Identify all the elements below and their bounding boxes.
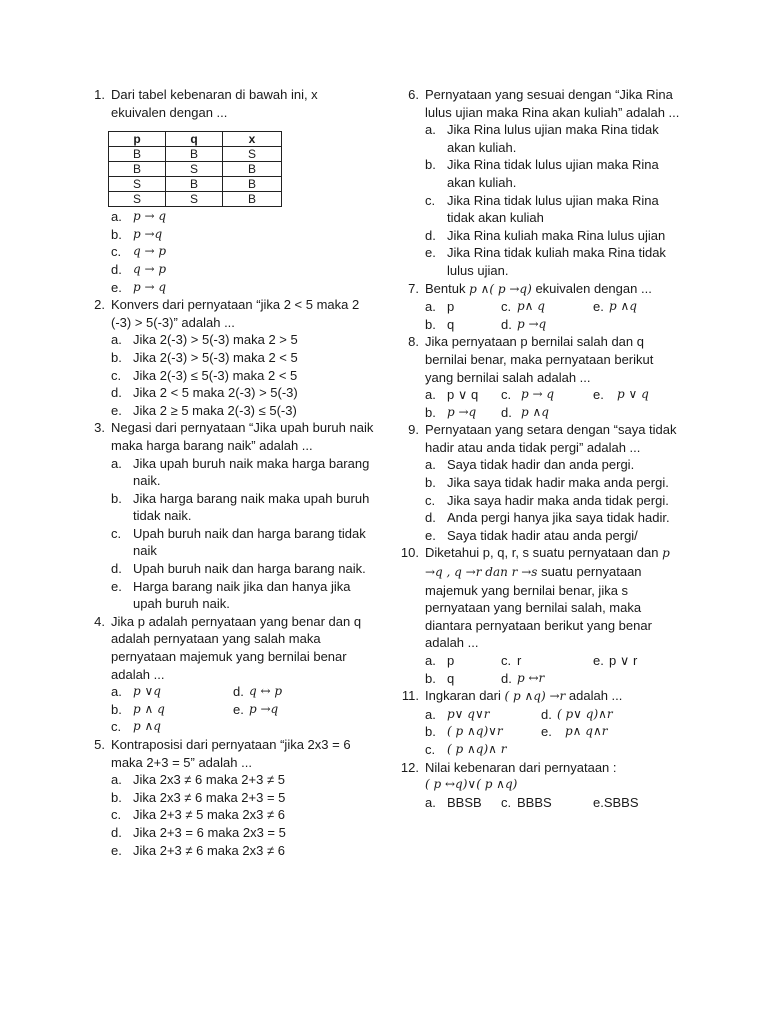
header-p: p [109,132,166,147]
option-row [111,683,374,701]
option-c: c. r [501,653,522,668]
question-number: 12. [400,759,419,775]
option-b: b. Jika harga barang naik maka upah buruh tidak naik. [111,490,370,524]
table-row [109,147,282,162]
option-e: e. SBBS [593,794,639,810]
option-e: e. Jika Rina tidak kuliah maka Rina tidak lulus ujian. [425,245,666,278]
option-a: a. Saya tidak hadir dan anda pergi. [425,457,635,473]
option-row [425,723,685,741]
option-e: e. Jika 2 ≥ 5 maka 2(-3) ≤ 5(-3) [111,402,297,418]
table-cell: B [166,177,223,192]
option-e: e. p → q [111,279,167,295]
options [400,121,685,279]
question-text [425,544,685,652]
question-number: 9. [408,422,419,438]
option-a: a. Jika 2x3 ≠ 6 maka 2+3 ≠ 5 [111,772,285,788]
text-pre: Diketahui p, q, r, s suatu pernyataan dan [425,545,659,561]
question-text: Jika pernyataan p bernilai salah dan q bernilai benar, maka pernyataan berikut yang bernilai salah adalah ... [425,334,654,385]
option-c: c. Jika 2(-3) ≤ 5(-3) maka 2 < 5 [111,367,298,383]
header-x: x [223,132,282,147]
question-4 [92,613,374,736]
option-c: c. Jika Rina tidak lulus ujian maka Rina tidak akan kuliah [425,192,659,226]
option-c: c. p∧ q [501,299,545,315]
options [92,455,374,613]
header-q: q [166,132,223,147]
question-3 [92,419,374,613]
option-b: b. p →q [111,226,163,242]
table-cell: B [109,162,166,177]
options [400,794,685,812]
right-column [400,86,685,811]
option-row [425,404,685,422]
option-d: d. Upah buruh naik dan harga barang naik. [111,561,366,577]
question-number: 3. [94,420,105,436]
expression: p →q , q →r dan r →s [425,546,670,580]
table-cell: B [109,147,166,162]
option-c: c. q → p [111,244,167,260]
option-d: d. p ↔r [501,670,545,686]
question-text [425,280,685,299]
question-text: Pernyataan yang setara dengan “saya tidak hadir atau anda tidak pergi” adalah ... [425,422,677,455]
question-6 [400,86,685,280]
option-c: c. ( p ∧q)∧ r [425,741,507,757]
option-a: a. Jika upah buruh naik maka harga barang naik. [111,455,370,489]
options [400,298,685,333]
option-b: b. p →q [425,404,477,420]
option-c: c. Jika 2+3 ≠ 5 maka 2x3 ≠ 6 [111,807,285,823]
option-e: e. p →q [233,701,279,717]
table-cell: S [166,162,223,177]
option-a: a. Jika 2(-3) > 5(-3) maka 2 > 5 [111,332,298,348]
option-row [425,706,685,724]
option-row [425,316,685,334]
option-a: a. p ∨q [111,684,161,700]
options [400,386,685,421]
options [400,706,685,759]
table-cell: S [109,192,166,207]
question-5 [92,736,374,859]
table-cell: S [223,147,282,162]
option-a: a. BBSB [425,794,482,810]
question-12 [400,759,685,812]
text-post: ekuivalen dengan ... [535,280,652,296]
option-e: e. p ∨ q [593,387,649,403]
option-a: a. p [425,299,455,315]
text-pre: Bentuk [425,280,466,296]
option-d: d. Jika 2 < 5 maka 2(-3) > 5(-3) [111,385,298,401]
table-row [109,177,282,192]
option-c: c. Jika saya hadir maka anda tidak pergi. [425,492,669,508]
option-e: e. p ∧q [593,299,637,315]
option-b: b. q [425,316,455,332]
question-11 [400,687,685,758]
table-cell: B [223,177,282,192]
option-e: e. Saya tidak hadir atau anda pergi/ [425,527,638,543]
table-cell: S [166,192,223,207]
question-number: 6. [408,87,419,102]
option-c: c. Upah buruh naik dan harga barang tidak naik [111,525,366,559]
option-row [425,670,685,688]
option-d: d. ( p∨ q)∧r [541,706,613,722]
option-e: e. p ∨ r [593,653,638,668]
options [400,456,685,544]
question-9 [400,421,685,544]
question-number: 5. [94,737,105,752]
option-b: b. Jika 2x3 ≠ 6 maka 2+3 = 5 [111,789,286,805]
option-c: c. p ∧q [111,719,161,735]
question-8 [400,333,685,421]
question-text: Negasi dari pernyataan “Jika upah buruh naik maka harga barang naik” adalah ... [111,420,374,453]
option-e: e. Jika 2+3 ≠ 6 maka 2x3 ≠ 6 [111,842,285,858]
question-10 [400,544,685,687]
question-number: 2. [94,297,105,313]
table-cell: B [166,147,223,162]
question-number: 4. [94,613,105,629]
option-d: d. Jika 2+3 = 6 maka 2x3 = 5 [111,824,286,840]
question-text: Konvers dari pernyataan “jika 2 < 5 maka 2 (-3) > 5(-3)” adalah ... [111,297,360,330]
option-b: b. Jika Rina tidak lulus ujian maka Rina akan kuliah. [425,157,659,190]
question-text: Nilai kebenaran dari pernyataan : [425,759,617,775]
question-2 [92,296,374,419]
question-7 [400,280,685,334]
option-d: d. p ∧q [501,404,549,420]
left-column [92,86,374,859]
options [92,771,374,859]
option-row [425,386,685,404]
option-d: d. Anda pergi hanya jika saya tidak hadir. [425,510,670,526]
option-b: b. Jika saya tidak hadir maka anda pergi. [425,475,669,491]
question-number: 8. [408,334,419,350]
table-cell: S [109,177,166,192]
truth-table [108,131,282,207]
option-row [111,701,374,719]
option-a: a. p∨ q∨r [425,706,490,722]
expression: p ∧( p →q) [469,281,532,296]
question-text [425,687,685,706]
question-text: Jika p adalah pernyataan yang benar dan q adalah pernyataan yang salah maka pernyataan majemuk yang bernilai benar adalah ... [111,613,362,682]
table-row [109,162,282,177]
table-cell: B [223,162,282,177]
option-c: c. BBBS [501,794,552,810]
option-b: b. ( p ∧q)∨r [425,724,503,740]
question-text: Dari tabel kebenaran di bawah ini, x ekuivalen dengan ... [111,87,318,120]
option-d: d. Jika Rina kuliah maka Rina lulus ujian [425,227,666,243]
expression: ( p ↔q)∨( p ∧q) [425,777,518,792]
option-b: b. p ∧ q [111,701,165,717]
question-number: 10. [400,545,419,561]
text-post: suatu pernyataan majemuk yang bernilai benar, jika s pernyataan yang bernilai salah, maka diantara pernyataan berikut yang benar adalah ... [425,564,652,651]
option-row [111,718,374,736]
options [92,208,374,296]
option-b: b. Jika 2(-3) > 5(-3) maka 2 < 5 [111,349,298,365]
options [92,683,374,736]
expression-line [400,776,685,794]
question-number: 7. [408,280,419,296]
options [400,652,685,687]
expression: ( p ∧q) →r [504,689,566,704]
option-e: e. Harga barang naik jika dan hanya jika upah buruh naik. [111,578,351,612]
option-a: a. Jika Rina lulus ujian maka Rina tidak akan kuliah. [425,122,659,155]
option-a: a. p → q [111,209,167,225]
option-d: d. p →q [501,316,547,332]
options [92,331,374,419]
option-row [425,652,685,670]
text-post: adalah ... [568,688,623,704]
option-c: c. p → q [501,387,555,403]
option-a: a. p [425,653,455,668]
option-d: d. q → p [111,261,167,277]
option-row [425,794,685,812]
question-number: 1. [94,87,105,102]
option-b: b. q [425,670,455,686]
option-row [425,298,685,316]
question-text: Kontraposisi dari pernyataan “jika 2x3 = 6 maka 2+3 = 5” adalah ... [111,737,351,770]
option-d: d. q ↔ p [233,684,283,700]
question-text: Pernyataan yang sesuai dengan “Jika Rina lulus ujian maka Rina akan kuliah” adalah ... [425,87,680,120]
text-pre: Ingkaran dari [425,688,501,704]
question-1 [92,86,374,296]
table-cell: B [223,192,282,207]
option-row [425,741,685,759]
option-a: a. p ∨ q [425,387,479,403]
table-row [109,192,282,207]
option-e: e. p∧ q∧r [541,724,608,740]
question-number: 11. [401,688,419,704]
truth-table-header [109,132,282,147]
